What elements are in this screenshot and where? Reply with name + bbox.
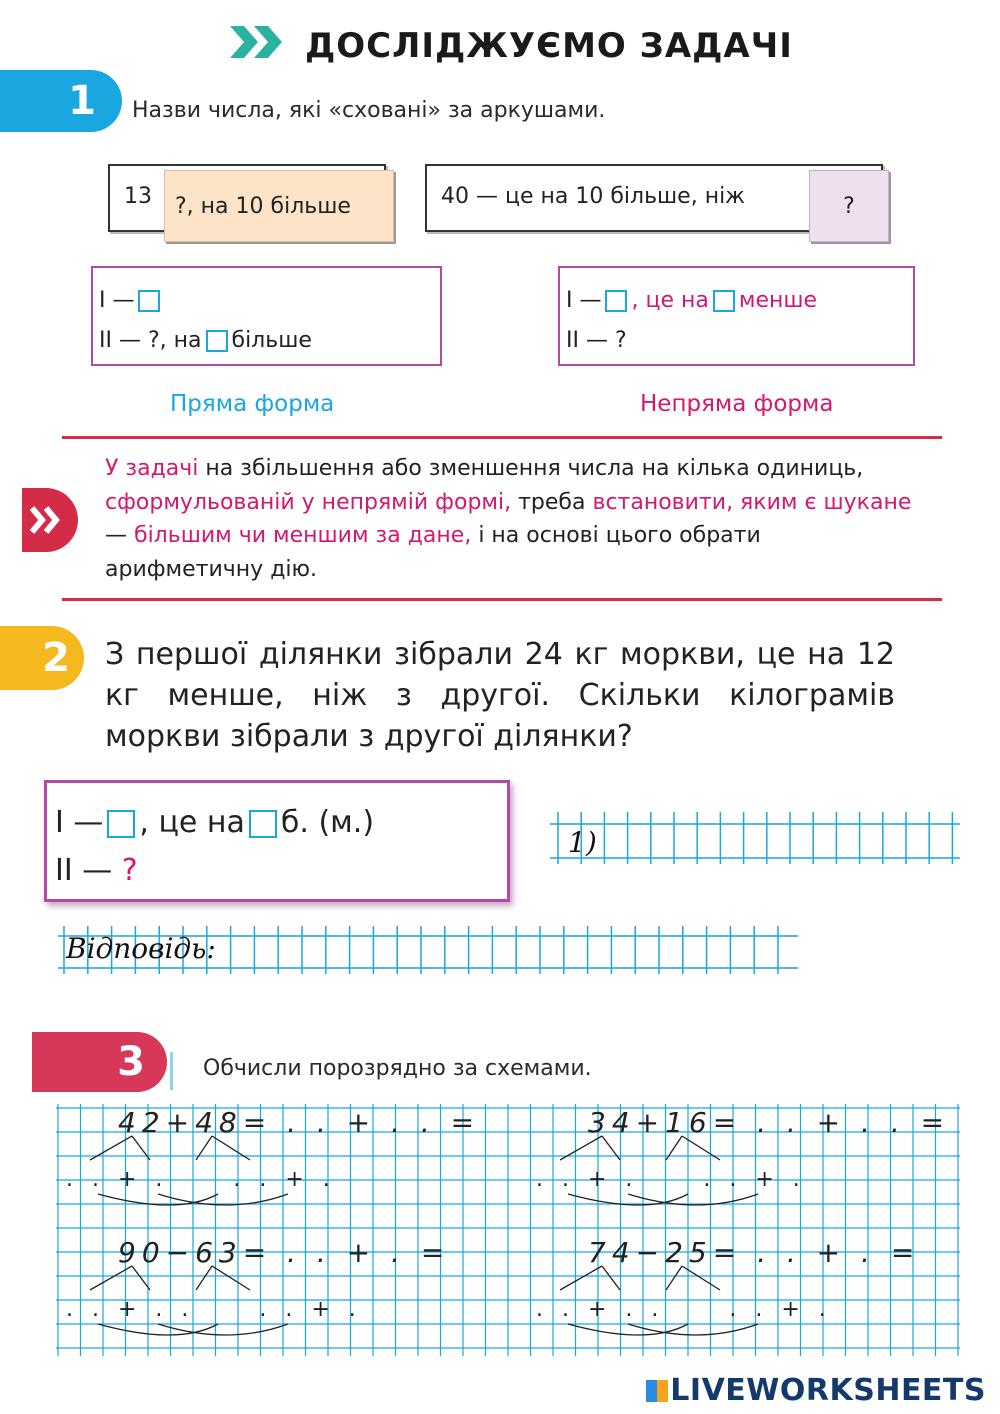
arrow bbox=[158, 1194, 288, 1205]
rule-part-6: — bbox=[105, 523, 134, 548]
empty-box[interactable] bbox=[249, 810, 277, 838]
task-2-scheme-line1-end: б. (м.) bbox=[280, 805, 375, 840]
branch-line bbox=[666, 1266, 682, 1290]
task-2-scheme-line1-text: І — bbox=[55, 805, 104, 840]
task-2-badge: 2 bbox=[0, 626, 84, 690]
scheme-indirect-line1-mid: , це на bbox=[631, 288, 709, 313]
branch-line bbox=[212, 1266, 250, 1290]
rule-part-3: сформульованій у непрямій формі, bbox=[105, 489, 512, 515]
footer-brand bbox=[646, 1373, 986, 1408]
task-3-instruction: Обчисли порозрядно за схемами. bbox=[203, 1056, 592, 1081]
split-row[interactable]: . . + . . . . + . bbox=[536, 1297, 832, 1322]
rule-part-1: У задачі bbox=[105, 456, 199, 481]
step-1-label: 1) bbox=[568, 826, 597, 859]
arrow bbox=[158, 1324, 288, 1335]
empty-box[interactable] bbox=[605, 290, 627, 312]
liveworksheets-logo-icon bbox=[646, 1380, 668, 1402]
rule-part-4: треба bbox=[511, 489, 593, 515]
rule-text bbox=[105, 452, 925, 586]
task-3-grid bbox=[56, 1104, 960, 1356]
scheme-direct-line2 bbox=[99, 328, 312, 353]
rule-part-8: і на основі цього обрати арифметичну дію. bbox=[105, 523, 761, 582]
expression-text: 42+48= . . + . . = bbox=[118, 1106, 481, 1139]
empty-box[interactable] bbox=[713, 290, 735, 312]
scheme-direct-line2-end: більше bbox=[231, 328, 312, 353]
rule-part-2: на збільшення або зменшення числа на кілька одиниць, bbox=[198, 456, 864, 481]
scheme-indirect-line2: ІІ — ? bbox=[566, 328, 627, 353]
expression-text: 90−63= . . + . = bbox=[118, 1236, 451, 1269]
expression-3 bbox=[66, 1236, 450, 1335]
task-2-text: З першої ділянки зібрали 24 кг моркви, це на 12 кг менше, ніж з другої. Скільки кілограмів моркви зібрали з другої ділянки? bbox=[105, 637, 895, 754]
task-2-scheme-line2 bbox=[55, 853, 138, 888]
label-indirect-form: Непряма форма bbox=[640, 391, 834, 417]
task-3-badge: 3 bbox=[32, 1032, 167, 1092]
task-1-instruction: Назви числа, які «сховані» за аркушами. bbox=[132, 98, 606, 123]
branch-lines bbox=[560, 1266, 720, 1290]
page-title: ДОСЛІДЖУЄМО ЗАДАЧІ bbox=[305, 26, 793, 66]
footer-brand-text: LIVEWORKSHEETS bbox=[670, 1373, 986, 1408]
task-2-question-mark: ? bbox=[121, 853, 138, 888]
split-row[interactable]: . . + . . . + . bbox=[536, 1167, 806, 1192]
sticky-note-right bbox=[809, 170, 889, 242]
branch-line bbox=[602, 1266, 620, 1290]
task-1-badge: 1 bbox=[0, 70, 122, 132]
branch-line bbox=[196, 1266, 212, 1290]
expression-text: 74−25= . . + . = bbox=[588, 1236, 921, 1269]
label-direct-form: Пряма форма bbox=[170, 391, 335, 417]
branch-line bbox=[560, 1266, 602, 1290]
empty-box[interactable] bbox=[138, 290, 160, 312]
rule-part-7: більшим чи меншим за дане, bbox=[134, 523, 472, 548]
card-right-text: 40 — це на 10 більше, ніж bbox=[441, 184, 746, 209]
rule-bottom-line bbox=[62, 598, 942, 601]
scheme-indirect bbox=[558, 266, 915, 366]
task-2-scheme-line1-mid: , це на bbox=[139, 805, 245, 840]
task-2-scheme-line2-text: ІІ — bbox=[55, 853, 113, 888]
double-chevron-icon bbox=[226, 22, 290, 62]
scheme-direct-line1 bbox=[99, 288, 164, 313]
scheme-indirect-line1-text: І — bbox=[566, 288, 602, 313]
scheme-indirect-line1-end: менше bbox=[738, 288, 818, 313]
split-row[interactable]: . . + . . . + . bbox=[66, 1167, 336, 1192]
sticky-note-right-text: ? bbox=[843, 193, 855, 219]
scheme-direct-line2-text: ІІ — ?, на bbox=[99, 328, 202, 353]
scheme-direct bbox=[91, 266, 442, 366]
task-2-scheme bbox=[44, 780, 510, 902]
card-left-number: 13 bbox=[124, 184, 152, 209]
sticky-note-left bbox=[164, 170, 394, 242]
answer-label: Відповідь: bbox=[66, 932, 216, 965]
divider bbox=[170, 1052, 173, 1090]
rule-part-5: встановити, яким є шукане bbox=[592, 489, 912, 515]
task-2-scheme-line1 bbox=[55, 805, 374, 840]
empty-box[interactable] bbox=[107, 810, 135, 838]
scheme-direct-line1-text: І — bbox=[99, 288, 135, 313]
empty-box[interactable] bbox=[206, 330, 228, 352]
rule-chevron-icon bbox=[22, 488, 78, 552]
sticky-note-left-text: ?, на 10 більше bbox=[175, 193, 351, 219]
expression-text: 34+16= . . + . . = bbox=[588, 1106, 951, 1139]
arrow bbox=[628, 1194, 758, 1205]
arrow bbox=[628, 1324, 758, 1335]
scheme-indirect-line1 bbox=[566, 288, 817, 313]
rule-top-line bbox=[62, 436, 942, 439]
expression-4 bbox=[536, 1236, 920, 1335]
split-row[interactable]: . . + . . . . + . bbox=[66, 1297, 362, 1322]
branch-line bbox=[132, 1266, 150, 1290]
solution-grid[interactable] bbox=[550, 812, 960, 864]
